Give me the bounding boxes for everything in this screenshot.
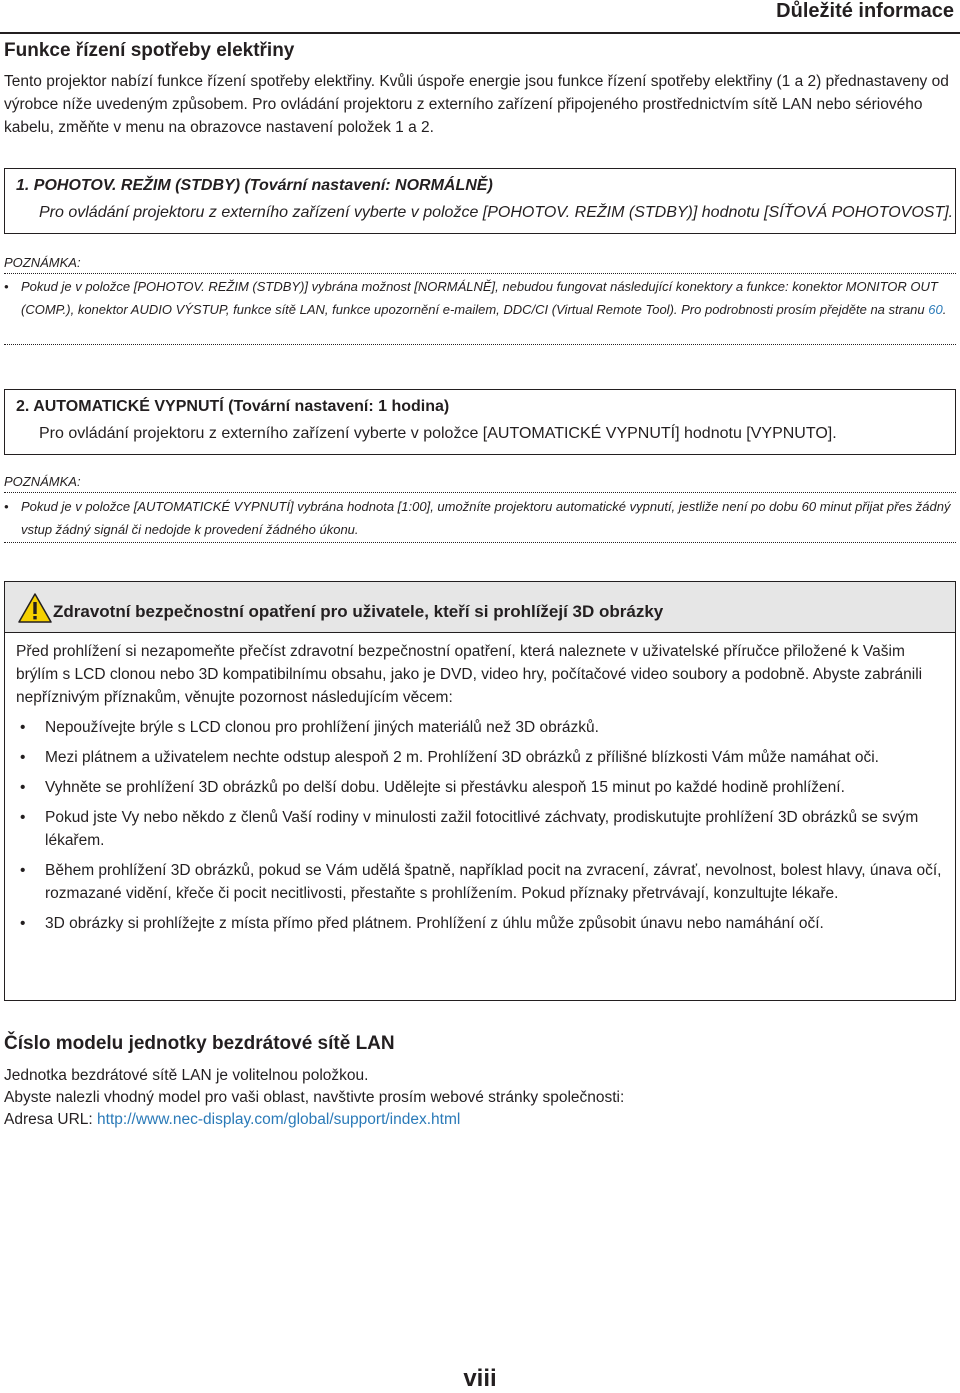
warning-body [16, 640, 946, 935]
power-management-heading: Funkce řízení spotřeby elektřiny [4, 40, 295, 61]
page-link[interactable]: 60 [928, 302, 943, 317]
list-item: • 3D obrázky si prohlížejte z místa přímo před plátnem. Prohlížení z úhlu může způsobit únavu nebo namáhání očí. [16, 912, 946, 935]
note-bullet: • [4, 499, 9, 514]
note-body-2: Pokud je v položce [AUTOMATICKÉ VYPNUTÍ] vybrána hodnota [1:00], umožníte projektoru automatické vypnutí, jestliže není po dobu 60 minut přijat přes žádný vstup žádný signál či nedojde k provedení žádného úkonu. [21, 499, 951, 537]
list-item: • Nepoužívejte brýle s LCD clonou pro prohlížení jiných materiálů než 3D obrázků. [16, 716, 946, 739]
wireless-lan-heading: Číslo modelu jednotky bezdrátové sítě LAN [4, 1033, 395, 1054]
warning-triangle-icon [18, 593, 52, 623]
warning-header [5, 582, 955, 633]
warning-title: Zdravotní bezpečnostní opatření pro uživatele, kteří si prohlížejí 3D obrázky [53, 602, 664, 621]
support-url-link[interactable]: http://www.nec-display.com/global/support/index.html [97, 1111, 461, 1128]
3d-health-warning-box [4, 581, 956, 1001]
note-divider-1 [4, 273, 956, 274]
note-divider-1-end [4, 344, 956, 345]
note-bullet: • [4, 279, 9, 294]
page-number: viii [463, 1365, 497, 1392]
standby-mode-box [4, 168, 956, 234]
list-item: • Během prohlížení 3D obrázků, pokud se Vám udělá špatně, například pocit na zvracení, závrať, nevolnost, bolest hlavy, únava očí, rozmazané vidění, křeče či pocit necitlivosti, přestaňte s prohlížením. Pokud příznaky přetrvávají, konzultujte lékaře. [16, 859, 946, 905]
wireless-lan-line1: Jednotka bezdrátové sítě LAN je volitelnou položkou. [4, 1067, 369, 1084]
header-divider [0, 32, 960, 34]
power-management-intro: Tento projektor nabízí funkce řízení spotřeby elektřiny. Kvůli úspoře energie jsou funkce řízení spotřeby elektřiny (1 a 2) přednastaveny od výrobce níže uvedeným způsobem. Pro ovládání projektoru z externího zařízení připojeného prostřednictvím sítě LAN nebo sériového kabelu, změňte v menu na obrazovce nastavení položek 1 a 2. [4, 73, 949, 136]
wireless-lan-line2: Abyste nalezli vhodný model pro vaši oblast, navštivte prosím webové stránky společnosti: [4, 1089, 625, 1106]
note-label-1: POZNÁMKA: [4, 255, 81, 270]
note-text-1: • Pokud je v položce [POHOTOV. REŽIM (STDBY)] vybrána možnost [NORMÁLNĚ], nebudou fungovat následující konektory a funkce: konektor MONITOR OUT (COMP.), konektor AUDIO VÝSTUP, funkce sítě LAN, funkce upozornění e-mailem, DDC/CI (Virtual Remote Tool). Pro podrobnosti prosím přejděte na stranu 60. [4, 275, 956, 321]
note-label-2: POZNÁMKA: [4, 474, 81, 489]
auto-power-off-title: 2. AUTOMATICKÉ VYPNUTÍ (Tovární nastavení: 1 hodina) [16, 398, 450, 415]
warning-intro: Před prohlížení si nezapomeňte přečíst zdravotní bezpečnostní opatření, která naleznete v uživatelské příručce přiložené k Vašim brýlím s LCD clonou nebo 3D kompatibilnímu obsahu, jako je DVD, video hry, počítačové video soubory a podobně. Abyste zabránili nepříznivým příznakům, věnujte pozornost následujícím věcem: [16, 643, 923, 706]
warning-list [16, 716, 946, 935]
standby-mode-body: Pro ovládání projektoru z externího zařízení vyberte v položce [POHOTOV. REŽIM (STDBY)] hodnotu [SÍŤOVÁ POHOTOVOST]. [39, 204, 954, 221]
note-body-1: Pokud je v položce [POHOTOV. REŽIM (STDBY)] vybrána možnost [NORMÁLNĚ], nebudou fungovat následující konektory a funkce: konektor MONITOR OUT (COMP.), konektor AUDIO VÝSTUP, funkce sítě LAN, funkce upozornění e-mailem, DDC/CI (Virtual Remote Tool). Pro podrobnosti prosím přejděte na stranu [21, 279, 938, 317]
wireless-lan-text [4, 1065, 624, 1131]
page-header-title: Důležité informace [776, 0, 954, 22]
list-item: • Pokud jste Vy nebo někdo z členů Vaší rodiny v minulosti zažil fotocitlivé záchvaty, prodiskutujte prohlížení 3D obrázků se svým lékařem. [16, 806, 946, 852]
note-text-2 [4, 495, 956, 541]
list-item: • Vyhněte se prohlížení 3D obrázků po delší dobu. Udělejte si přestávku alespoň 15 minut po každé hodině prohlížení. [16, 776, 946, 799]
url-label: Adresa URL: [4, 1111, 98, 1128]
auto-power-off-box [4, 389, 956, 455]
list-item: • Mezi plátnem a uživatelem nechte odstup alespoň 2 m. Prohlížení 3D obrázků z přílišné blízkosti Vám může namáhat oči. [16, 746, 946, 769]
note-divider-2-end [4, 542, 956, 543]
auto-power-off-body: Pro ovládání projektoru z externího zařízení vyberte v položce [AUTOMATICKÉ VYPNUTÍ] hodnotu [VYPNUTO]. [39, 425, 837, 442]
standby-mode-title: 1. POHOTOV. REŽIM (STDBY) (Tovární nastavení: NORMÁLNĚ) [16, 177, 493, 194]
note-divider-2 [4, 492, 956, 493]
